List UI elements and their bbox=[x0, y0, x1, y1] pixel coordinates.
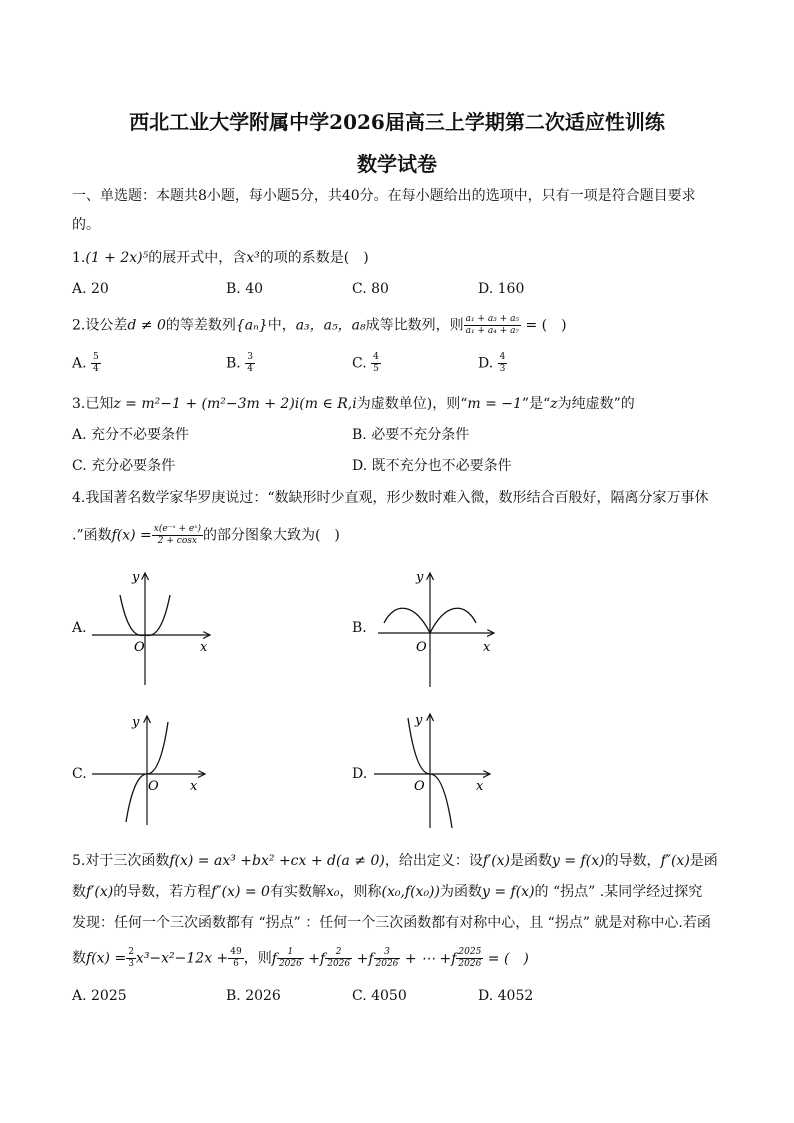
section-instructions-line1: 一、单选题：本题共8小题，每小题5分，共40分。在每小题给出的选项中，只有一项是符合题目要求 bbox=[72, 188, 696, 204]
q5-sum-term-4 bbox=[451, 947, 529, 969]
q4-lead: .”函数 bbox=[72, 527, 112, 544]
q1-text: 的展开式中，含 bbox=[148, 250, 247, 266]
q5-sum-num: 1 bbox=[277, 947, 304, 959]
page-title: 西北工业大学附属中学2026届高三上学期第二次适应性训练 bbox=[129, 110, 665, 134]
q1-power: x³ bbox=[246, 250, 260, 266]
q1-option-a[interactable]: A. 20 bbox=[72, 281, 109, 297]
q2-option-b-label: B. bbox=[226, 355, 241, 372]
question-5-line3: 发现：任何一个三次函数都有 “拐点” ：任何一个三次函数都有对称中心，且 “拐点” 就是对称中心.若函 bbox=[72, 915, 711, 931]
origin-label: O bbox=[414, 779, 425, 794]
q5-cubic: f(x) = ax³ +bx² +cx + d(a ≠ 0) bbox=[169, 853, 385, 869]
q5-text: 是函 bbox=[689, 853, 718, 869]
question-3 bbox=[72, 394, 635, 414]
q5-function: y = f(x) bbox=[481, 884, 535, 900]
q3-condition: m = −1 bbox=[467, 396, 522, 412]
q2-option-c-label: C. bbox=[352, 355, 367, 372]
origin-label: O bbox=[134, 640, 145, 655]
q2-terms: a₃，a₅，a₈ bbox=[295, 317, 366, 334]
q5-function-def: f(x) = bbox=[86, 950, 127, 967]
q5-option-a[interactable]: A. 2025 bbox=[72, 988, 127, 1004]
q5-text: 数 bbox=[72, 884, 86, 900]
q5-text: 有实数解 bbox=[269, 884, 326, 900]
q2-fraction bbox=[464, 314, 521, 337]
q4-function: f(x) = bbox=[111, 527, 152, 544]
x-label: x bbox=[190, 779, 198, 794]
q2-lead: 2.设公差 bbox=[72, 317, 128, 334]
q2-option-d-label: D. bbox=[478, 355, 494, 372]
q5-plus: + bbox=[303, 950, 321, 967]
q5-poly: x³−x²−12x + bbox=[135, 950, 229, 967]
q4-option-d-graph[interactable] bbox=[370, 708, 495, 833]
page-subtitle: 数学试卷 bbox=[357, 152, 437, 176]
q3-option-d[interactable]: D. 既不充分也不必要条件 bbox=[352, 458, 512, 474]
q5-point: (x₀,f(x₀)) bbox=[381, 884, 440, 900]
q5-sum-num: 3 bbox=[374, 947, 401, 959]
q2-option-c-frac bbox=[371, 352, 381, 375]
q2-option-a-frac bbox=[91, 352, 101, 375]
q3-tail: 为纯虚数”的 bbox=[557, 396, 635, 412]
q5-text: 的导数， bbox=[604, 853, 661, 869]
q5-coef-den: 3 bbox=[128, 959, 134, 969]
q4-fraction bbox=[152, 524, 203, 547]
q5-derivative: f′(x) bbox=[482, 853, 511, 869]
q4-fraction-den: 2 + cosx bbox=[157, 536, 197, 546]
q2-option-c-den: 5 bbox=[373, 364, 379, 374]
q4-fraction-num: x(e⁻ˣ + eˣ) bbox=[153, 524, 201, 534]
q5-coef-num: 2 bbox=[128, 947, 134, 957]
q4-option-d-label[interactable]: D. bbox=[352, 766, 368, 782]
q5-text: 数 bbox=[72, 950, 86, 967]
q5-const-den: 6 bbox=[233, 959, 239, 969]
q5-text: 的导数，若方程 bbox=[113, 884, 212, 900]
q5-sum-frac bbox=[325, 947, 352, 970]
q3-option-c[interactable]: C. 充分必要条件 bbox=[72, 458, 176, 474]
q2-sequence: {aₙ} bbox=[235, 317, 268, 334]
section-instructions-line2: 的。 bbox=[72, 217, 100, 233]
y-label: y bbox=[416, 570, 424, 585]
q5-f: f bbox=[320, 950, 326, 967]
question-1 bbox=[72, 248, 369, 268]
q2-tail: = ( ) bbox=[521, 317, 567, 334]
q5-sum-frac bbox=[456, 947, 483, 970]
q3-text2: ”是“ bbox=[521, 396, 551, 412]
q5-sum-num: 2 bbox=[325, 947, 352, 959]
q5-sum-term-2 bbox=[320, 947, 369, 969]
q5-plus: + bbox=[352, 950, 369, 967]
q2-option-c-num: 4 bbox=[373, 352, 379, 362]
q4-option-a-label[interactable]: A. bbox=[72, 620, 87, 636]
q3-option-b[interactable]: B. 必要不充分条件 bbox=[352, 427, 470, 443]
q1-number: 1. bbox=[72, 250, 86, 266]
q5-f: f bbox=[368, 950, 374, 967]
y-label: y bbox=[415, 713, 423, 728]
q5-f: f bbox=[271, 950, 277, 967]
q5-sum-frac bbox=[277, 947, 304, 970]
q4-tail: 的部分图象大致为( ) bbox=[202, 527, 340, 544]
q2-text1: 的等差数列 bbox=[165, 317, 236, 334]
q2-option-d-num: 4 bbox=[499, 352, 506, 362]
q4-option-a-graph[interactable] bbox=[90, 565, 215, 690]
q5-text: 的 “拐点” .某同学经过探究 bbox=[534, 884, 703, 900]
y-label: y bbox=[132, 570, 140, 585]
q4-option-c-label[interactable]: C. bbox=[72, 766, 87, 782]
q3-text1: 为虚数单位)，则“ bbox=[356, 396, 468, 412]
q5-text: 为函数 bbox=[439, 884, 482, 900]
q5-root: x₀ bbox=[325, 884, 340, 900]
origin-label: O bbox=[148, 779, 159, 794]
q5-text: 是函数 bbox=[510, 853, 553, 869]
question-4-line2 bbox=[72, 524, 340, 547]
q3-z: z bbox=[550, 396, 558, 412]
q2-condition: d ≠ 0 bbox=[127, 317, 166, 334]
q5-text: 5.对于三次函数 bbox=[72, 853, 170, 869]
q4-option-b-graph[interactable] bbox=[370, 565, 500, 690]
q1-option-c[interactable]: C. 80 bbox=[352, 281, 389, 297]
q5-text: ，给出定义：设 bbox=[384, 853, 483, 869]
q2-option-b-frac bbox=[245, 352, 255, 375]
q3-lead: 3.已知 bbox=[72, 396, 114, 412]
q5-function: y = f(x) bbox=[552, 853, 605, 869]
q3-expr: z = m²−1 + (m²−3m + 2)i(m ∈ R,i bbox=[113, 396, 357, 412]
q2-option-b-den: 4 bbox=[247, 364, 253, 374]
q5-sum-term-3 bbox=[368, 947, 452, 969]
q5-coef-frac bbox=[126, 947, 136, 970]
q2-text3: 成等比数列，则 bbox=[365, 317, 464, 334]
y-label: y bbox=[132, 715, 140, 730]
q2-option-c[interactable] bbox=[352, 352, 381, 375]
question-5-line1 bbox=[72, 851, 718, 871]
q2-fraction-den: a₁ + a₄ + a₇ bbox=[465, 326, 520, 336]
q2-option-a[interactable] bbox=[72, 352, 101, 375]
q5-second-derivative: f″(x) bbox=[660, 853, 690, 869]
x-label: x bbox=[483, 640, 491, 655]
q2-option-b-num: 3 bbox=[247, 352, 253, 362]
q5-sum-term-1 bbox=[271, 947, 321, 969]
q5-text: ，则称 bbox=[339, 884, 382, 900]
q5-sum-den: 2026 bbox=[327, 959, 351, 969]
q5-const-num: 49 bbox=[230, 947, 242, 957]
x-label: x bbox=[200, 640, 208, 655]
q2-option-a-den: 4 bbox=[93, 364, 99, 374]
q5-sum-den: 2026 bbox=[278, 959, 302, 969]
q2-option-d-den: 3 bbox=[499, 364, 506, 374]
q5-sum-den: 2026 bbox=[458, 959, 482, 969]
q5-equation: f″(x) = 0 bbox=[211, 884, 270, 900]
q1-text-tail: 的项的系数是( ) bbox=[259, 250, 369, 266]
q5-plus: + ⋯ + bbox=[400, 950, 452, 967]
origin-label: O bbox=[416, 640, 427, 655]
q4-option-c-graph[interactable] bbox=[90, 710, 210, 830]
q2-fraction-num: a₁ + a₃ + a₅ bbox=[465, 314, 520, 324]
q2-option-b[interactable] bbox=[226, 352, 255, 375]
q2-text2: 中， bbox=[267, 317, 296, 334]
q3-option-a[interactable]: A. 充分不必要条件 bbox=[72, 427, 190, 443]
q2-option-d[interactable] bbox=[478, 352, 507, 375]
q5-sum-num: 2025 bbox=[458, 947, 482, 957]
q5-derivative: f′(x) bbox=[86, 884, 114, 900]
question-2 bbox=[72, 314, 567, 337]
q2-option-a-num: 5 bbox=[93, 352, 99, 362]
q2-option-d-frac bbox=[498, 352, 508, 375]
q5-sum-den: 2026 bbox=[375, 959, 399, 969]
question-5-line2 bbox=[72, 882, 702, 902]
q1-binomial: (1 + 2x)⁵ bbox=[85, 250, 149, 266]
x-label: x bbox=[476, 779, 484, 794]
q5-sum-frac bbox=[374, 947, 401, 970]
q5-equals: = ( ) bbox=[483, 950, 529, 967]
q5-text: ，则 bbox=[243, 950, 272, 967]
q5-const-frac bbox=[228, 947, 243, 970]
q1-option-b[interactable]: B. 40 bbox=[226, 281, 264, 297]
q2-option-a-label: A. bbox=[72, 355, 87, 372]
q5-option-d[interactable]: D. 4052 bbox=[478, 988, 534, 1004]
question-5-line4 bbox=[72, 947, 529, 970]
question-4-line1: 4.我国著名数学家华罗庚说过：“数缺形时少直观，形少数时难入微，数形结合百般好，隔离分家万事休 bbox=[72, 490, 709, 506]
q1-option-d[interactable]: D. 160 bbox=[478, 281, 525, 297]
q5-option-b[interactable]: B. 2026 bbox=[226, 988, 281, 1004]
q4-option-b-label[interactable]: B. bbox=[352, 620, 367, 636]
q5-option-c[interactable]: C. 4050 bbox=[352, 988, 407, 1004]
q5-f: f bbox=[451, 950, 457, 967]
